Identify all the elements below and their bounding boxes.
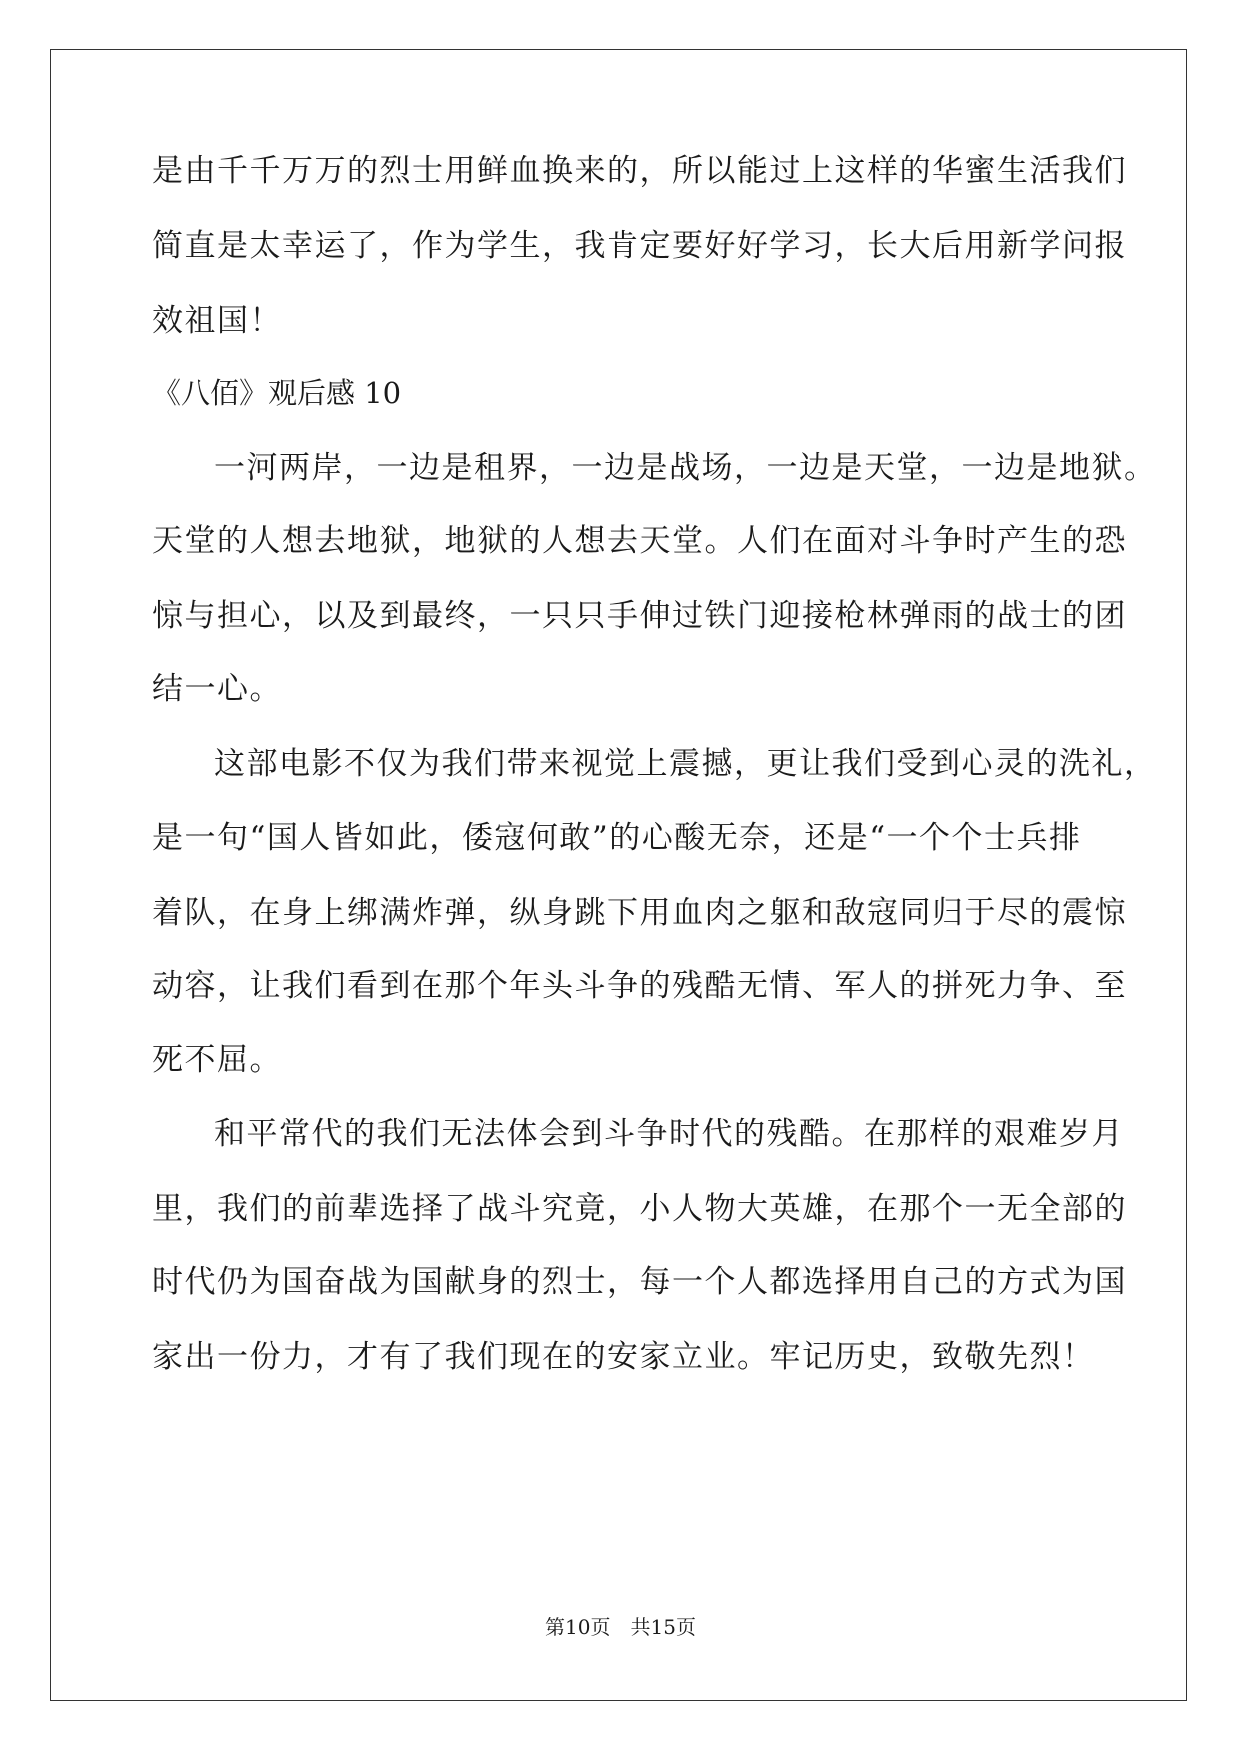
paragraph-line: 家出一份力，才有了我们现在的安家立业。牢记历史，致敬先烈！ — [152, 1339, 1095, 1375]
total-pages: 共15页 — [630, 1615, 696, 1639]
paragraph-line: 里，我们的前辈选择了战斗究竟，小人物大英雄，在那个一无全部的 — [152, 1191, 1127, 1227]
paragraph-line: 着队，在身上绑满炸弹，纵身跳下用血肉之躯和敌寇同归于尽的震惊 — [152, 895, 1127, 931]
paragraph-line: 时代仍为国奋战为国献身的烈士，每一个人都选择用自己的方式为国 — [152, 1264, 1127, 1300]
paragraph-line: 这部电影不仅为我们带来视觉上震撼，更让我们受到心灵的洗礼， — [214, 746, 1157, 782]
paragraph-line: 效祖国！ — [152, 303, 282, 339]
paragraph-line: 一河两岸，一边是租界，一边是战场，一边是天堂，一边是地狱。 — [214, 450, 1157, 486]
paragraph-line: 惊与担心，以及到最终，一只只手伸过铁门迎接枪林弹雨的战士的团 — [152, 598, 1127, 634]
current-page-number: 第10页 — [545, 1615, 611, 1639]
page-footer — [0, 1614, 1241, 1640]
paragraph-line: 是由千千万万的烈士用鲜血换来的，所以能过上这样的华蜜生活我们 — [152, 153, 1127, 189]
page-border — [50, 49, 1187, 1701]
paragraph-line: 天堂的人想去地狱，地狱的人想去天堂。人们在面对斗争时产生的恐 — [152, 523, 1127, 559]
paragraph-line: 结一心。 — [152, 671, 282, 707]
paragraph-line: 简直是太幸运了，作为学生，我肯定要好好学习，长大后用新学问报 — [152, 228, 1127, 264]
paragraph-line: 是一句“国人皆如此，倭寇何敢”的心酸无奈，还是“一个个士兵排 — [152, 820, 1082, 856]
section-title: 《八佰》观后感 10 — [152, 376, 402, 410]
paragraph-line: 动容，让我们看到在那个年头斗争的残酷无情、军人的拼死力争、至 — [152, 968, 1127, 1004]
paragraph-line: 和平常代的我们无法体会到斗争时代的残酷。在那样的艰难岁月 — [214, 1116, 1124, 1152]
paragraph-line: 死不屈。 — [152, 1042, 282, 1078]
